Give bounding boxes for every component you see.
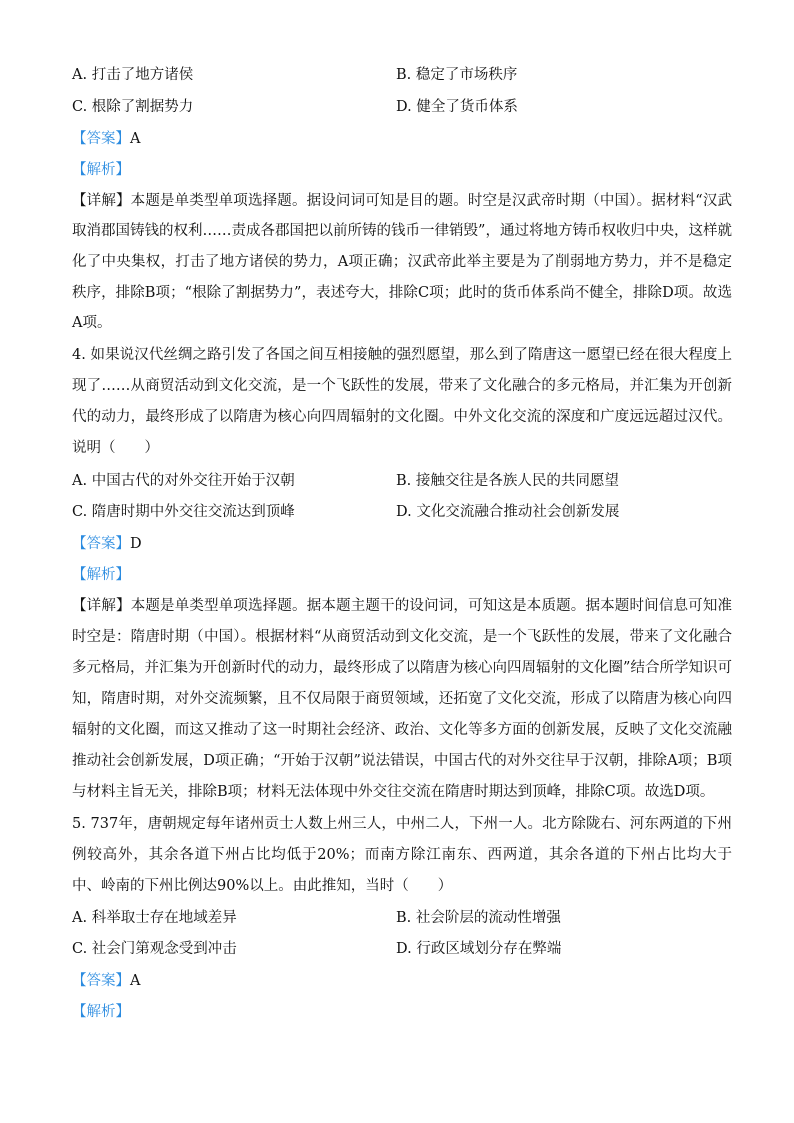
analysis-line	[72, 161, 732, 180]
option-d: D. 行政区域划分存在弊端	[396, 941, 562, 957]
option-c: C. 社会门第观念受到冲击	[72, 941, 237, 957]
detail-line: A项。	[72, 315, 112, 331]
analysis-line	[72, 1003, 732, 1022]
option-c: C. 隋唐时期中外交往交流达到顶峰	[72, 504, 295, 520]
option-c: C. 根除了割据势力	[72, 99, 194, 115]
answer-value: A	[130, 973, 141, 989]
option-d: D. 文化交流融合推动社会创新发展	[396, 504, 620, 520]
detail-line: 取消郡国铸钱的权利……责成各郡国把以前所铸的钱币一律销毁”，通过将地方铸币权收归中央，这样就	[72, 223, 732, 239]
detail-line: 时空是：隋唐时期（中国）。根据材料“从商贸活动到文化交流，是一个飞跃性的发展，带来了文化融合	[72, 629, 732, 645]
option-a: A. 科举取士存在地域差异	[72, 910, 237, 926]
question-stem-line: 5. 737年，唐朝规定每年诸州贡士人数上州三人，中州二人，下州一人。北方除陇右、河东两道的下州	[72, 816, 732, 832]
option-b: B. 社会阶层的流动性增强	[396, 910, 561, 926]
answer-line	[72, 130, 732, 149]
answer-label: 【答案】	[72, 131, 130, 147]
answer-line	[72, 972, 732, 991]
question-stem-line: 中、岭南的下州比例达90%以上。由此推知，当时（ ）	[72, 878, 453, 894]
detail-line: 多元格局，并汇集为开创新时代的动力，最终形成了以隋唐为核心向四周辐射的文化圈”结合所学知识可	[72, 660, 732, 676]
analysis-label: 【解析】	[72, 567, 130, 583]
question-stem-line: 代的动力，最终形成了以隋唐为核心向四周辐射的文化圈。中外文化交流的深度和广度远远超过汉代。	[72, 409, 732, 425]
question-stem-line: 现了……从商贸活动到文化交流，是一个飞跃性的发展，带来了文化融合的多元格局，并汇集为开创新	[72, 378, 732, 394]
answer-value: A	[130, 131, 141, 147]
analysis-label: 【解析】	[72, 162, 130, 178]
answer-line	[72, 535, 732, 554]
detail-line	[72, 597, 732, 616]
option-a: A. 中国古代的对外交往开始于汉朝	[72, 473, 295, 489]
question-stem-line: 4. 如果说汉代丝绸之路引发了各国之间互相接触的强烈愿望，那么到了隋唐这一愿望已经在很大程度上	[72, 347, 732, 363]
detail-line: 知，隋唐时期，对外交流频繁，且不仅局限于商贸领域，还拓宽了文化交流，形成了以隋唐为核心向四	[72, 691, 732, 707]
detail-text: 本题是单类型单项选择题。据设问词可知是目的题。时空是汉武帝时期（中国）。据材料“汉武	[130, 193, 732, 209]
answer-label: 【答案】	[72, 973, 130, 989]
question-stem-line: 说明（ ）	[72, 440, 159, 456]
detail-line: 化了中央集权，打击了地方诸侯的势力，A项正确；汉武帝此举主要是为了削弱地方势力，并不是稳定	[72, 254, 732, 270]
analysis-label: 【解析】	[72, 1004, 130, 1020]
option-d: D. 健全了货币体系	[396, 99, 518, 115]
detail-line	[72, 192, 732, 211]
detail-text: 本题是单类型单项选择题。据本题主题干的设问词，可知这是本质题。据本题时间信息可知准	[130, 598, 732, 614]
detail-line: 推动社会创新发展，D项正确；“开始于汉朝”说法错误，中国古代的对外交往早于汉朝，排除A项；B项	[72, 753, 732, 769]
option-b: B. 接触交往是各族人民的共同愿望	[396, 473, 619, 489]
detail-line: 辐射的文化圈，而这又推动了这一时期社会经济、政治、文化等多方面的创新发展，反映了文化交流融	[72, 722, 732, 738]
detail-label: 【详解】	[72, 598, 131, 614]
question-stem-line: 例较高外，其余各道下州占比均低于20%；而南方除江南东、西两道，其余各道的下州占比均大于	[72, 847, 732, 863]
detail-label: 【详解】	[72, 193, 131, 209]
answer-label: 【答案】	[72, 536, 130, 552]
option-a: A. 打击了地方诸侯	[72, 67, 194, 83]
detail-line: 秩序，排除B项；“根除了割据势力”，表述夸大，排除C项；此时的货币体系尚不健全，排除D项。故选	[72, 285, 732, 301]
detail-line: 与材料主旨无关，排除B项；材料无法体现中外交往交流在隋唐时期达到顶峰，排除C项。故选D项。	[72, 784, 715, 800]
option-b: B. 稳定了市场秩序	[396, 67, 518, 83]
analysis-line	[72, 566, 732, 585]
answer-value: D	[130, 536, 142, 552]
